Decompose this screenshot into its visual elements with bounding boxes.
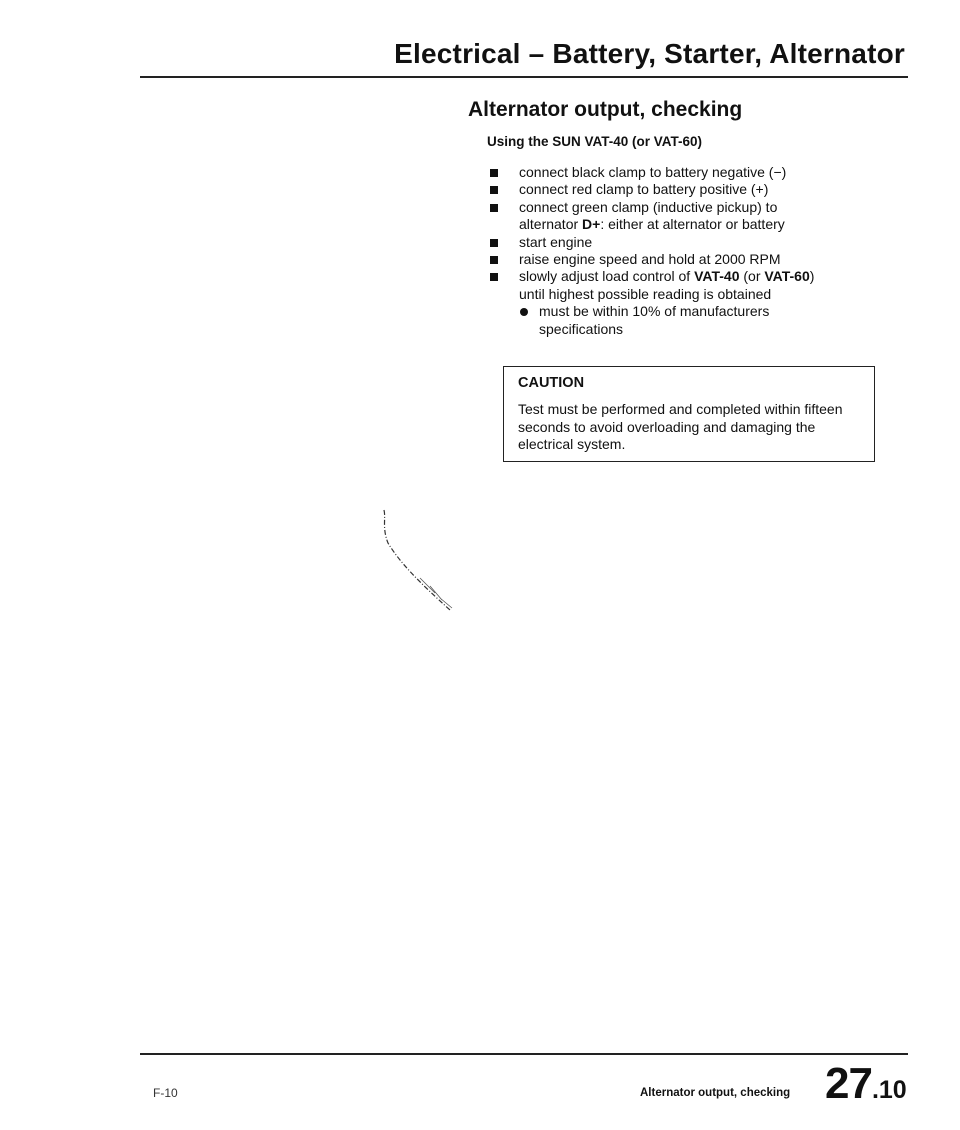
footer-divider bbox=[140, 1053, 908, 1055]
step-continuation: alternator D+: either at alternator or battery bbox=[519, 216, 785, 233]
caution-box bbox=[503, 366, 875, 462]
round-bullet-icon bbox=[520, 308, 528, 316]
procedure-steps bbox=[487, 164, 887, 338]
step-item: slowly adjust load control of VAT-40 (or VAT-60) bbox=[487, 268, 887, 285]
header-divider bbox=[140, 76, 908, 78]
scan-artifact-scribble bbox=[380, 508, 460, 618]
step-continuation: until highest possible reading is obtained bbox=[519, 285, 772, 302]
caution-title: CAUTION bbox=[518, 375, 585, 391]
page-code: F-10 bbox=[153, 1086, 178, 1100]
square-bullet-icon bbox=[490, 169, 498, 177]
footer-caption: Alternator output, checking bbox=[640, 1087, 791, 1099]
square-bullet-icon bbox=[490, 204, 498, 212]
square-bullet-icon bbox=[490, 273, 498, 281]
step-item: start engine bbox=[487, 234, 887, 251]
step-item: connect black clamp to battery negative (−) bbox=[487, 164, 887, 181]
square-bullet-icon bbox=[490, 256, 498, 264]
step-item: connect red clamp to battery positive (+) bbox=[487, 181, 887, 198]
square-bullet-icon bbox=[490, 239, 498, 247]
sub-bullet-item: must be within 10% of manufacturers specifications bbox=[487, 303, 887, 338]
step-item: connect green clamp (inductive pickup) to bbox=[487, 199, 887, 216]
square-bullet-icon bbox=[490, 186, 498, 194]
page-number: 27.10 bbox=[825, 1059, 907, 1108]
page-header-title: Electrical – Battery, Starter, Alternator bbox=[394, 38, 905, 69]
step-item: raise engine speed and hold at 2000 RPM bbox=[487, 251, 887, 268]
caution-text: Test must be performed and completed within fifteen seconds to avoid overloading and damaging the electrical system. bbox=[518, 401, 843, 452]
section-subtitle: Using the SUN VAT-40 (or VAT-60) bbox=[487, 134, 703, 149]
section-title: Alternator output, checking bbox=[468, 98, 743, 121]
